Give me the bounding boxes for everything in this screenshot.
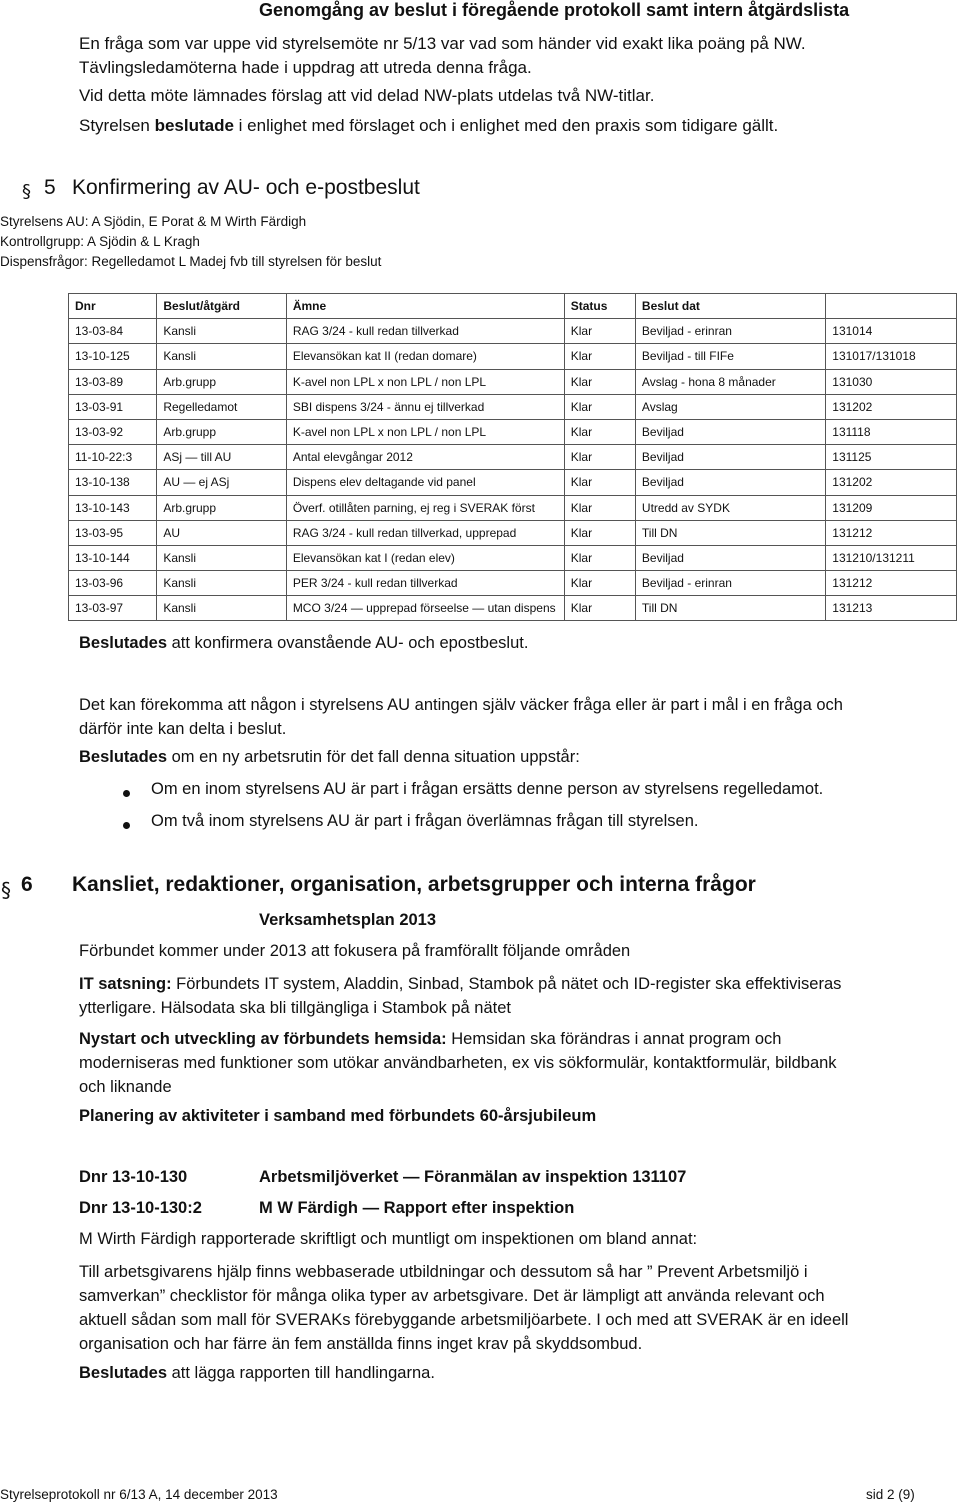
prev-line-4: [79, 116, 778, 136]
cell-date: 131014: [826, 319, 957, 344]
au-conflict-paragraph: [79, 693, 949, 741]
sec5-au-members: Styrelsens AU: A Sjödin, E Porat & M Wirth Färdigh: [0, 214, 307, 229]
decision-routine: [79, 748, 580, 767]
cell-status: Klar: [564, 495, 635, 520]
web-line-3: och liknande: [79, 1078, 172, 1096]
cell-dnr: 13-10-138: [69, 470, 157, 495]
prev-line-1: En fråga som var uppe vid styrelsemöte nr 5/13 var vad som händer vid exakt lika poäng på NW.: [79, 34, 806, 53]
cell-dnr: 11-10-22:3: [69, 445, 157, 470]
cell-date: 131202: [826, 394, 957, 419]
cell-subject: Överf. otillåten parning, ej reg i SVERAK först: [286, 495, 564, 520]
report-line-1: Till arbetsgivarens hjälp finns webbaserade utbildningar och dessutom så har ” Prevent Arbetsmiljö i: [79, 1263, 808, 1281]
svg-text:§: §: [22, 181, 31, 202]
cell-subject: Elevansökan kat II (redan domare): [286, 344, 564, 369]
cell-action: Kansli: [157, 344, 287, 369]
cell-date: 131030: [826, 369, 957, 394]
it-rest: Förbundets IT system, Aladdin, Sinbad, Stambok på nätet och ID-register ska effektiviseras: [171, 975, 842, 993]
cell-subject: K-avel non LPL x non LPL / non LPL: [286, 419, 564, 444]
cell-decision: Till DN: [635, 596, 825, 621]
cell-date: 131212: [826, 520, 957, 545]
vp-intro: Förbundet kommer under 2013 att fokusera på framförallt följande områden: [79, 942, 631, 960]
header-subject: Ämne: [286, 294, 564, 319]
sec5-control-group: Kontrollgrupp: A Sjödin & L Kragh: [0, 234, 200, 249]
decision-routine-bold: Beslutades: [79, 748, 168, 766]
sec5-dispens: Dispensfrågor: Regelledamot L Madej fvb till styrelsen för beslut: [0, 254, 382, 269]
cell-dnr: 13-03-92: [69, 419, 157, 444]
dnr1-title: Arbetsmiljöverket — Föranmälan av inspektion 131107: [259, 1168, 687, 1186]
cell-subject: RAG 3/24 - kull redan tillverkad: [286, 319, 564, 344]
dnr2-title: M W Färdigh — Rapport efter inspektion: [259, 1199, 575, 1217]
cell-dnr: 13-03-84: [69, 319, 157, 344]
table-row: [69, 344, 957, 369]
cell-dnr: 13-03-97: [69, 596, 157, 621]
cell-subject: MCO 3/24 — upprepad förseelse — utan dispens: [286, 596, 564, 621]
report-line-3: aktuell sådan som mall för SVERAKs förebyggande arbetsmiljöarbete. I och med att SVERAK är en ideell: [79, 1311, 849, 1329]
cell-subject: K-avel non LPL x non LPL / non LPL: [286, 369, 564, 394]
cell-date: 131118: [826, 419, 957, 444]
cell-dnr: 13-03-96: [69, 571, 157, 596]
header-date: [826, 294, 957, 319]
cell-action: Arb.grupp: [157, 495, 287, 520]
table-row: [69, 394, 957, 419]
prev-line-2: Tävlingsledamöterna hade i uppdrag att utreda denna fråga.: [79, 58, 532, 77]
cell-status: Klar: [564, 344, 635, 369]
cell-decision: Beviljad - erinran: [635, 571, 825, 596]
cell-action: AU — ej ASj: [157, 470, 287, 495]
sec5-number: 5: [44, 176, 56, 199]
web-line-1: [79, 1027, 949, 1051]
report-intro: M Wirth Färdigh rapporterade skriftligt och muntligt om inspektionen om bland annat:: [79, 1230, 698, 1248]
decision-confirm-bold: Beslutades: [79, 634, 168, 652]
footer-page-number: sid 2 (9): [866, 1487, 915, 1502]
header-dnr: Dnr: [69, 294, 157, 319]
dnr2-label: Dnr 13-10-130:2: [79, 1199, 202, 1217]
au-conflict-line-2: därför inte kan delta i beslut.: [79, 720, 287, 738]
header-decision: Beslut dat: [635, 294, 825, 319]
table-row: [69, 319, 957, 344]
decision-report: [79, 1364, 435, 1383]
cell-status: Klar: [564, 369, 635, 394]
cell-date: 131017/131018: [826, 344, 957, 369]
prev-line-4-post: i enlighet med förslaget och i enlighet med den praxis som tidigare gällt.: [233, 116, 779, 135]
cell-dnr: 13-10-143: [69, 495, 157, 520]
table-header-row: [69, 294, 957, 319]
web-rest: Hemsidan ska förändras i annat program och: [446, 1030, 782, 1048]
table-row: [69, 545, 957, 570]
jubilee-heading: Planering av aktiviteter i samband med förbundets 60-årsjubileum: [79, 1107, 597, 1125]
au-decisions-table: [68, 293, 957, 621]
table-row: [69, 596, 957, 621]
header-action: Beslut/åtgärd: [157, 294, 287, 319]
decision-confirm-rest: att konfirmera ovanstående AU- och epostbeslut.: [167, 634, 529, 652]
decision-confirm: [79, 634, 528, 653]
prev-line-4-bold: beslutade: [154, 116, 234, 135]
cell-date: 131125: [826, 445, 957, 470]
au-conflict-line-1: Det kan förekomma att någon i styrelsens AU antingen själv väcker fråga eller är part i mål i en fråga och: [79, 696, 843, 714]
cell-date: 131213: [826, 596, 957, 621]
sec6-title: Kansliet, redaktioner, organisation, arbetsgrupper och interna frågor: [72, 873, 756, 896]
web-line-2: moderniseras med funktioner som utökar användbarheten, ex vis sökformulär, kontaktformulär, bildbank: [79, 1054, 837, 1072]
cell-decision: Till DN: [635, 520, 825, 545]
cell-action: Kansli: [157, 596, 287, 621]
cell-action: ASj — till AU: [157, 445, 287, 470]
web-bold: Nystart och utveckling av förbundets hemsida:: [79, 1030, 447, 1048]
cell-subject: SBI dispens 3/24 - ännu ej tillverkad: [286, 394, 564, 419]
report-line-2: samverkan” checklistor för många olika typer av arbetsgivare. Det är lämpligt att använda relevant och: [79, 1287, 825, 1305]
cell-dnr: 13-03-89: [69, 369, 157, 394]
cell-status: Klar: [564, 520, 635, 545]
cell-decision: Avslag - hona 8 månader: [635, 369, 825, 394]
it-line-2: ytterligare. Hälsodata ska bli tillgängliga i Stambok på nätet: [79, 999, 511, 1017]
bullet-item-1: Om en inom styrelsens AU är part i frågan ersätts denne person av styrelsens regelledamot.: [151, 780, 824, 798]
cell-dnr: 13-10-144: [69, 545, 157, 570]
bullet-icon: [123, 822, 130, 829]
section-mark-icon: [22, 180, 34, 202]
table-row: [69, 369, 957, 394]
cell-decision: Utredd av SYDK: [635, 495, 825, 520]
prev-line-4-pre: Styrelsen: [79, 116, 155, 135]
table-row: [69, 470, 957, 495]
cell-status: Klar: [564, 419, 635, 444]
prev-line-3: Vid detta möte lämnades förslag att vid delad NW-plats utdelas två NW-titlar.: [79, 86, 655, 105]
sec5-title: Konfirmering av AU- och e-postbeslut: [72, 176, 420, 199]
report-paragraph: [79, 1260, 949, 1356]
cell-action: Kansli: [157, 545, 287, 570]
decision-report-bold: Beslutades: [79, 1364, 168, 1382]
cell-decision: Avslag: [635, 394, 825, 419]
table-row: [69, 419, 957, 444]
footer-protocol: Styrelseprotokoll nr 6/13 A, 14 december 2013: [0, 1487, 278, 1502]
sec6-number: 6: [21, 873, 33, 896]
dnr1-label: Dnr 13-10-130: [79, 1168, 188, 1186]
cell-date: 131210/131211: [826, 545, 957, 570]
cell-subject: RAG 3/24 - kull redan tillverkad, upprepad: [286, 520, 564, 545]
web-paragraph: [79, 1027, 949, 1099]
section-mark-icon: [1, 878, 15, 902]
cell-action: Kansli: [157, 319, 287, 344]
cell-status: Klar: [564, 571, 635, 596]
header-status: Status: [564, 294, 635, 319]
cell-action: Regelledamot: [157, 394, 287, 419]
cell-status: Klar: [564, 470, 635, 495]
cell-decision: Beviljad: [635, 445, 825, 470]
cell-action: Arb.grupp: [157, 369, 287, 394]
cell-date: 131202: [826, 470, 957, 495]
decision-routine-rest: om en ny arbetsrutin för det fall denna situation uppstår:: [167, 748, 580, 766]
cell-subject: Dispens elev deltagande vid panel: [286, 470, 564, 495]
cell-action: Kansli: [157, 571, 287, 596]
bullet-icon: [123, 790, 130, 797]
cell-date: 131212: [826, 571, 957, 596]
cell-status: Klar: [564, 319, 635, 344]
bullet-item-2: Om två inom styrelsens AU är part i frågan överlämnas frågan till styrelsen.: [151, 812, 699, 830]
table-row: [69, 445, 957, 470]
cell-subject: Elevansökan kat I (redan elev): [286, 545, 564, 570]
cell-decision: Beviljad: [635, 419, 825, 444]
cell-subject: PER 3/24 - kull redan tillverkad: [286, 571, 564, 596]
cell-action: Arb.grupp: [157, 419, 287, 444]
cell-dnr: 13-03-95: [69, 520, 157, 545]
cell-status: Klar: [564, 394, 635, 419]
it-line-1: [79, 972, 949, 996]
cell-dnr: 13-10-125: [69, 344, 157, 369]
cell-dnr: 13-03-91: [69, 394, 157, 419]
prev-heading: Genomgång av beslut i föregående protokoll samt intern åtgärdslista: [259, 0, 850, 20]
cell-action: AU: [157, 520, 287, 545]
it-paragraph: [79, 972, 949, 1020]
table-row: [69, 495, 957, 520]
svg-text:§: §: [1, 878, 11, 902]
cell-decision: Beviljad: [635, 470, 825, 495]
table-row: [69, 520, 957, 545]
cell-decision: Beviljad: [635, 545, 825, 570]
cell-decision: Beviljad - erinran: [635, 319, 825, 344]
cell-date: 131209: [826, 495, 957, 520]
vp-title: Verksamhetsplan 2013: [259, 911, 437, 929]
cell-status: Klar: [564, 596, 635, 621]
report-line-4: organisation och har färre än fem anställda finns inget krav på skyddsombud.: [79, 1335, 643, 1353]
cell-status: Klar: [564, 445, 635, 470]
table-row: [69, 571, 957, 596]
cell-decision: Beviljad - till FIFe: [635, 344, 825, 369]
it-bold: IT satsning:: [79, 975, 172, 993]
cell-status: Klar: [564, 545, 635, 570]
cell-subject: Antal elevgångar 2012: [286, 445, 564, 470]
decision-report-rest: att lägga rapporten till handlingarna.: [167, 1364, 435, 1382]
